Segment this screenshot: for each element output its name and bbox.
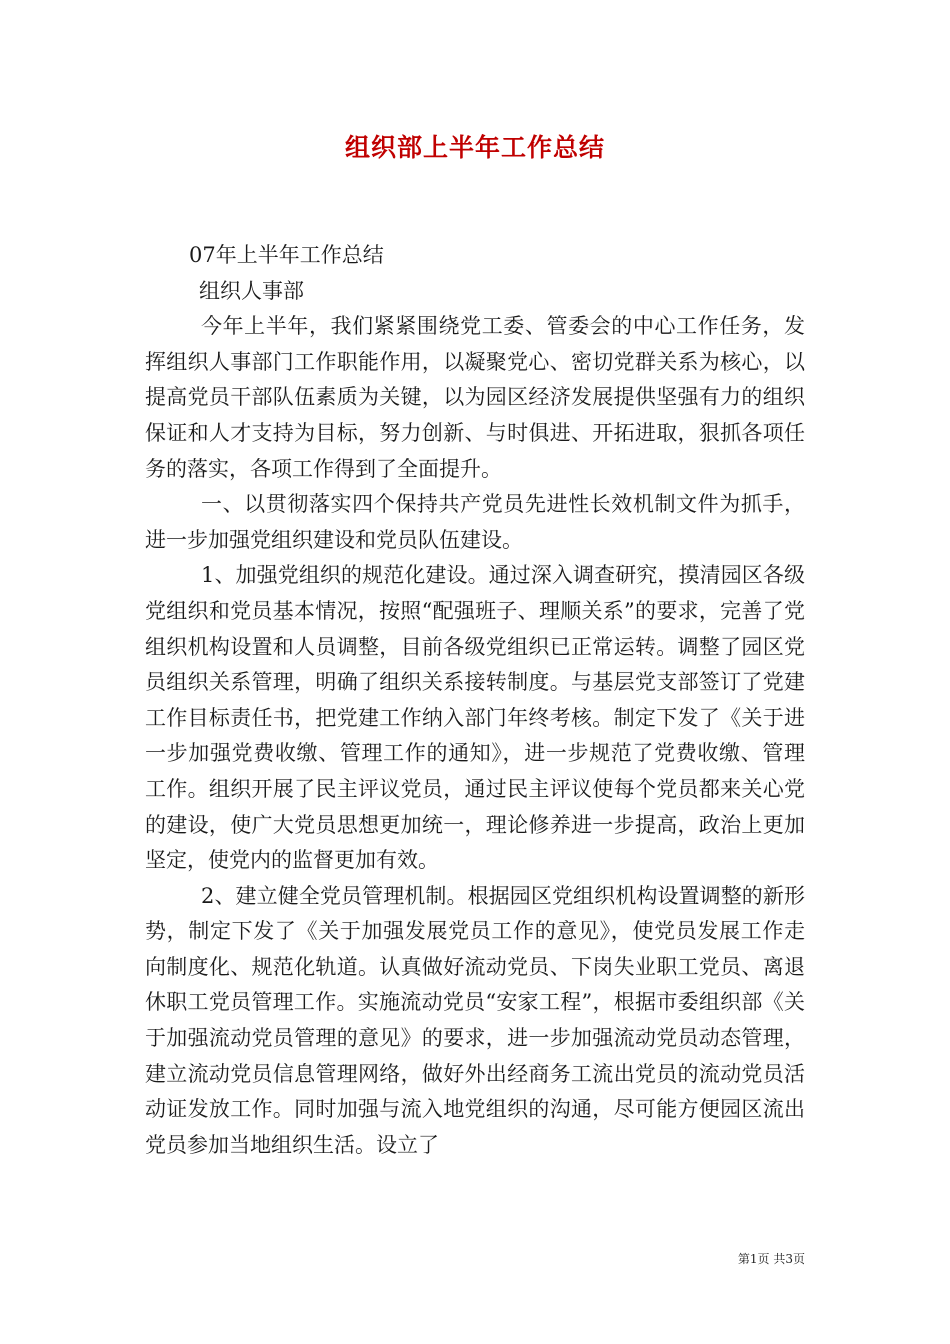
department-name: 组织人事部 — [199, 278, 304, 303]
page-number: 第1页 共3页 — [737, 1252, 805, 1266]
document-subtitle: 07年上半年工作总结 — [189, 243, 384, 267]
section-heading-1: 一、以贯彻落实四个保持共产党员先进性长效机制文件为抓手，进一步加强党组织建设和党员队伍建设。 — [145, 492, 805, 552]
document-body — [145, 238, 805, 1163]
paragraph-item-1: 1、加强党组织的规范化建设。通过深入调查研究，摸清园区各级党组织和党员基本情况，按照“配强班子、理顺关系”的要求，完善了党组织机构设置和人员调整，目前各级党组织已正常运转。调整了园区党员组织关系管理，明确了组织关系接转制度。与基层党支部签订了党建工作目标责任书，把党建工作纳入部门年终考核。制定下发了《关于进一步加强党费收缴、管理工作的通知》，进一步规范了党费收缴、管理工作。组织开展了民主评议党员，通过民主评议使每个党员都来关心党的建设，使广大党员思想更加统一，理论修养进一步提高，政治上更加坚定，使党内的监督更加有效。 — [145, 563, 805, 873]
document-title: 组织部上半年工作总结 — [344, 133, 605, 162]
paragraph-intro: 今年上半年，我们紧紧围绕党工委、管委会的中心工作任务，发挥组织人事部门工作职能作用，以凝聚党心、密切党群关系为核心，以提高党员干部队伍素质为关键，以为园区经济发展提供坚强有力的组织保证和人才支持为目标，努力创新、与时俱进、开拓进取，狠抓各项任务的落实，各项工作得到了全面提升。 — [145, 314, 805, 481]
paragraph-item-2: 2、建立健全党员管理机制。根据园区党组织机构设置调整的新形势，制定下发了《关于加强发展党员工作的意见》，使党员发展工作走向制度化、规范化轨道。认真做好流动党员、下岗失业职工党员、离退休职工党员管理工作。实施流动党员“安家工程”，根据市委组织部《关于加强流动党员管理的意见》的要求，进一步加强流动党员动态管理，建立流动党员信息管理网络，做好外出经商务工流出党员的流动党员活动证发放工作。同时加强与流入地党组织的沟通，尽可能方便园区流出党员参加当地组织生活。设立了 — [145, 883, 805, 1157]
